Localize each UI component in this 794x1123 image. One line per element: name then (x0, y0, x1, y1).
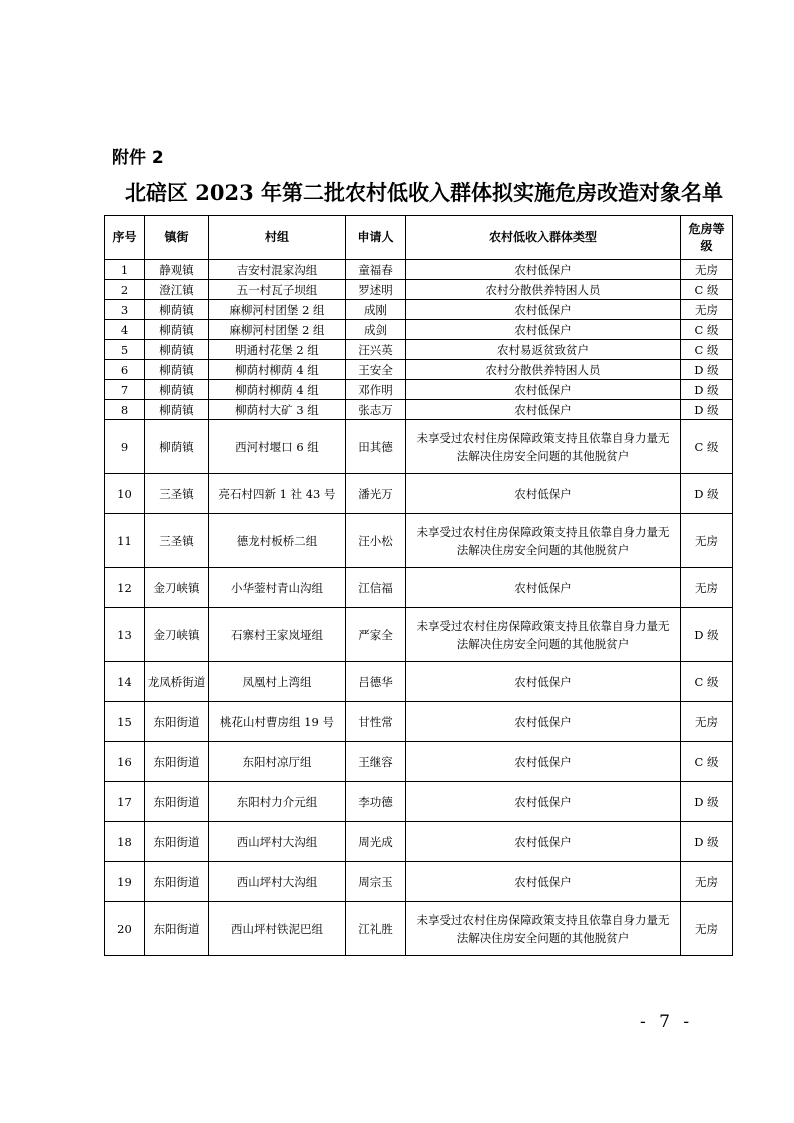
cell-applicant: 童福春 (346, 260, 406, 280)
cell-index: 16 (105, 742, 145, 782)
cell-group-type: 未享受过农村住房保障政策支持且依靠自身力量无法解决住房安全问题的其他脱贫户 (406, 420, 681, 474)
table-row (105, 608, 733, 662)
cell-village-group: 吉安村混家沟组 (209, 260, 346, 280)
cell-town: 柳荫镇 (145, 380, 209, 400)
cell-village-group: 西河村堰口 6 组 (209, 420, 346, 474)
cell-applicant: 邓作明 (346, 380, 406, 400)
cell-index: 9 (105, 420, 145, 474)
cell-applicant: 李功德 (346, 782, 406, 822)
cell-town: 东阳街道 (145, 902, 209, 956)
header-group-type: 农村低收入群体类型 (406, 216, 681, 260)
cell-index: 8 (105, 400, 145, 420)
cell-group-type: 农村低保户 (406, 568, 681, 608)
cell-index: 7 (105, 380, 145, 400)
page-number: - 7 - (640, 1012, 694, 1032)
cell-index: 1 (105, 260, 145, 280)
cell-index: 20 (105, 902, 145, 956)
cell-index: 14 (105, 662, 145, 702)
cell-town: 澄江镇 (145, 280, 209, 300)
cell-hazard-level: D 级 (681, 380, 733, 400)
cell-town: 静观镇 (145, 260, 209, 280)
table-row (105, 320, 733, 340)
cell-hazard-level: D 级 (681, 400, 733, 420)
cell-group-type: 农村低保户 (406, 474, 681, 514)
cell-town: 东阳街道 (145, 702, 209, 742)
cell-village-group: 西山坪村大沟组 (209, 822, 346, 862)
table-row (105, 260, 733, 280)
cell-town: 柳荫镇 (145, 400, 209, 420)
cell-index: 3 (105, 300, 145, 320)
cell-applicant: 江信福 (346, 568, 406, 608)
cell-applicant: 张志万 (346, 400, 406, 420)
cell-applicant: 罗述明 (346, 280, 406, 300)
cell-group-type: 农村低保户 (406, 260, 681, 280)
cell-hazard-level: 无房 (681, 902, 733, 956)
cell-village-group: 柳荫村柳荫 4 组 (209, 380, 346, 400)
cell-applicant: 周光成 (346, 822, 406, 862)
header-hazard-level: 危房等级 (681, 216, 733, 260)
cell-village-group: 五一村瓦子坝组 (209, 280, 346, 300)
recipient-table (104, 215, 733, 956)
table-row (105, 400, 733, 420)
cell-town: 三圣镇 (145, 514, 209, 568)
table-row (105, 340, 733, 360)
cell-applicant: 王安全 (346, 360, 406, 380)
cell-applicant: 江礼胜 (346, 902, 406, 956)
cell-town: 柳荫镇 (145, 320, 209, 340)
cell-group-type: 农村低保户 (406, 662, 681, 702)
table-row (105, 782, 733, 822)
header-town: 镇街 (145, 216, 209, 260)
cell-applicant: 周宗玉 (346, 862, 406, 902)
cell-town: 三圣镇 (145, 474, 209, 514)
cell-group-type: 农村分散供养特困人员 (406, 360, 681, 380)
cell-applicant: 田其德 (346, 420, 406, 474)
cell-applicant: 潘光万 (346, 474, 406, 514)
table-row (105, 902, 733, 956)
table-row (105, 742, 733, 782)
cell-village-group: 亮石村四新 1 社 43 号 (209, 474, 346, 514)
cell-town: 东阳街道 (145, 822, 209, 862)
table-row (105, 822, 733, 862)
cell-applicant: 吕德华 (346, 662, 406, 702)
cell-village-group: 柳荫村大矿 3 组 (209, 400, 346, 420)
cell-index: 12 (105, 568, 145, 608)
cell-village-group: 东阳村力介元组 (209, 782, 346, 822)
cell-index: 4 (105, 320, 145, 340)
table-row (105, 662, 733, 702)
cell-applicant: 成刚 (346, 300, 406, 320)
cell-applicant: 汪小松 (346, 514, 406, 568)
cell-town: 龙凤桥街道 (145, 662, 209, 702)
header-village-group: 村组 (209, 216, 346, 260)
cell-hazard-level: C 级 (681, 662, 733, 702)
cell-group-type: 农村低保户 (406, 822, 681, 862)
cell-village-group: 麻柳河村团堡 2 组 (209, 320, 346, 340)
cell-village-group: 凤凰村上湾组 (209, 662, 346, 702)
cell-hazard-level: 无房 (681, 514, 733, 568)
table-row (105, 474, 733, 514)
cell-group-type: 未享受过农村住房保障政策支持且依靠自身力量无法解决住房安全问题的其他脱贫户 (406, 608, 681, 662)
cell-village-group: 东阳村凉厅组 (209, 742, 346, 782)
cell-group-type: 农村低保户 (406, 300, 681, 320)
table-row (105, 514, 733, 568)
table-row (105, 568, 733, 608)
cell-hazard-level: D 级 (681, 822, 733, 862)
header-applicant: 申请人 (346, 216, 406, 260)
table-row (105, 380, 733, 400)
cell-hazard-level: 无房 (681, 568, 733, 608)
cell-hazard-level: 无房 (681, 300, 733, 320)
cell-village-group: 麻柳河村团堡 2 组 (209, 300, 346, 320)
header-index: 序号 (105, 216, 145, 260)
cell-village-group: 明通村花堡 2 组 (209, 340, 346, 360)
cell-town: 金刀峡镇 (145, 608, 209, 662)
cell-group-type: 未享受过农村住房保障政策支持且依靠自身力量无法解决住房安全问题的其他脱贫户 (406, 902, 681, 956)
cell-hazard-level: C 级 (681, 420, 733, 474)
cell-hazard-level: 无房 (681, 702, 733, 742)
cell-hazard-level: C 级 (681, 742, 733, 782)
cell-town: 柳荫镇 (145, 420, 209, 474)
cell-town: 金刀峡镇 (145, 568, 209, 608)
cell-town: 柳荫镇 (145, 300, 209, 320)
cell-applicant: 成剑 (346, 320, 406, 340)
cell-group-type: 农村低保户 (406, 320, 681, 340)
cell-group-type: 农村低保户 (406, 742, 681, 782)
cell-village-group: 小华蓥村青山沟组 (209, 568, 346, 608)
table-row (105, 300, 733, 320)
cell-hazard-level: D 级 (681, 782, 733, 822)
cell-village-group: 桃花山村曹房组 19 号 (209, 702, 346, 742)
cell-applicant: 严家全 (346, 608, 406, 662)
cell-index: 15 (105, 702, 145, 742)
cell-index: 17 (105, 782, 145, 822)
cell-index: 19 (105, 862, 145, 902)
cell-hazard-level: C 级 (681, 320, 733, 340)
cell-applicant: 甘性常 (346, 702, 406, 742)
cell-hazard-level: 无房 (681, 862, 733, 902)
table-row (105, 280, 733, 300)
cell-hazard-level: C 级 (681, 280, 733, 300)
cell-index: 10 (105, 474, 145, 514)
cell-group-type: 农村低保户 (406, 782, 681, 822)
cell-group-type: 未享受过农村住房保障政策支持且依靠自身力量无法解决住房安全问题的其他脱贫户 (406, 514, 681, 568)
cell-hazard-level: D 级 (681, 474, 733, 514)
cell-group-type: 农村低保户 (406, 702, 681, 742)
cell-group-type: 农村易返贫致贫户 (406, 340, 681, 360)
cell-town: 东阳街道 (145, 742, 209, 782)
cell-group-type: 农村低保户 (406, 862, 681, 902)
cell-hazard-level: C 级 (681, 340, 733, 360)
cell-index: 11 (105, 514, 145, 568)
cell-village-group: 西山坪村铁泥巴组 (209, 902, 346, 956)
table-row (105, 360, 733, 380)
cell-village-group: 西山坪村大沟组 (209, 862, 346, 902)
cell-group-type: 农村低保户 (406, 380, 681, 400)
cell-town: 东阳街道 (145, 862, 209, 902)
table-row (105, 420, 733, 474)
cell-index: 6 (105, 360, 145, 380)
cell-index: 13 (105, 608, 145, 662)
cell-index: 18 (105, 822, 145, 862)
cell-index: 5 (105, 340, 145, 360)
cell-village-group: 柳荫村柳荫 4 组 (209, 360, 346, 380)
table-row (105, 702, 733, 742)
attachment-label: 附件 2 (112, 148, 164, 168)
cell-group-type: 农村低保户 (406, 400, 681, 420)
cell-hazard-level: D 级 (681, 608, 733, 662)
cell-town: 柳荫镇 (145, 360, 209, 380)
cell-index: 2 (105, 280, 145, 300)
cell-group-type: 农村分散供养特困人员 (406, 280, 681, 300)
cell-hazard-level: 无房 (681, 260, 733, 280)
cell-applicant: 王继容 (346, 742, 406, 782)
document-title: 北碚区 2023 年第二批农村低收入群体拟实施危房改造对象名单 (124, 180, 724, 205)
table-row (105, 862, 733, 902)
table-header-row (105, 216, 733, 260)
cell-town: 柳荫镇 (145, 340, 209, 360)
cell-town: 东阳街道 (145, 782, 209, 822)
cell-hazard-level: D 级 (681, 360, 733, 380)
cell-village-group: 德龙村板桥二组 (209, 514, 346, 568)
cell-applicant: 汪兴英 (346, 340, 406, 360)
cell-village-group: 石寨村王家岚垭组 (209, 608, 346, 662)
